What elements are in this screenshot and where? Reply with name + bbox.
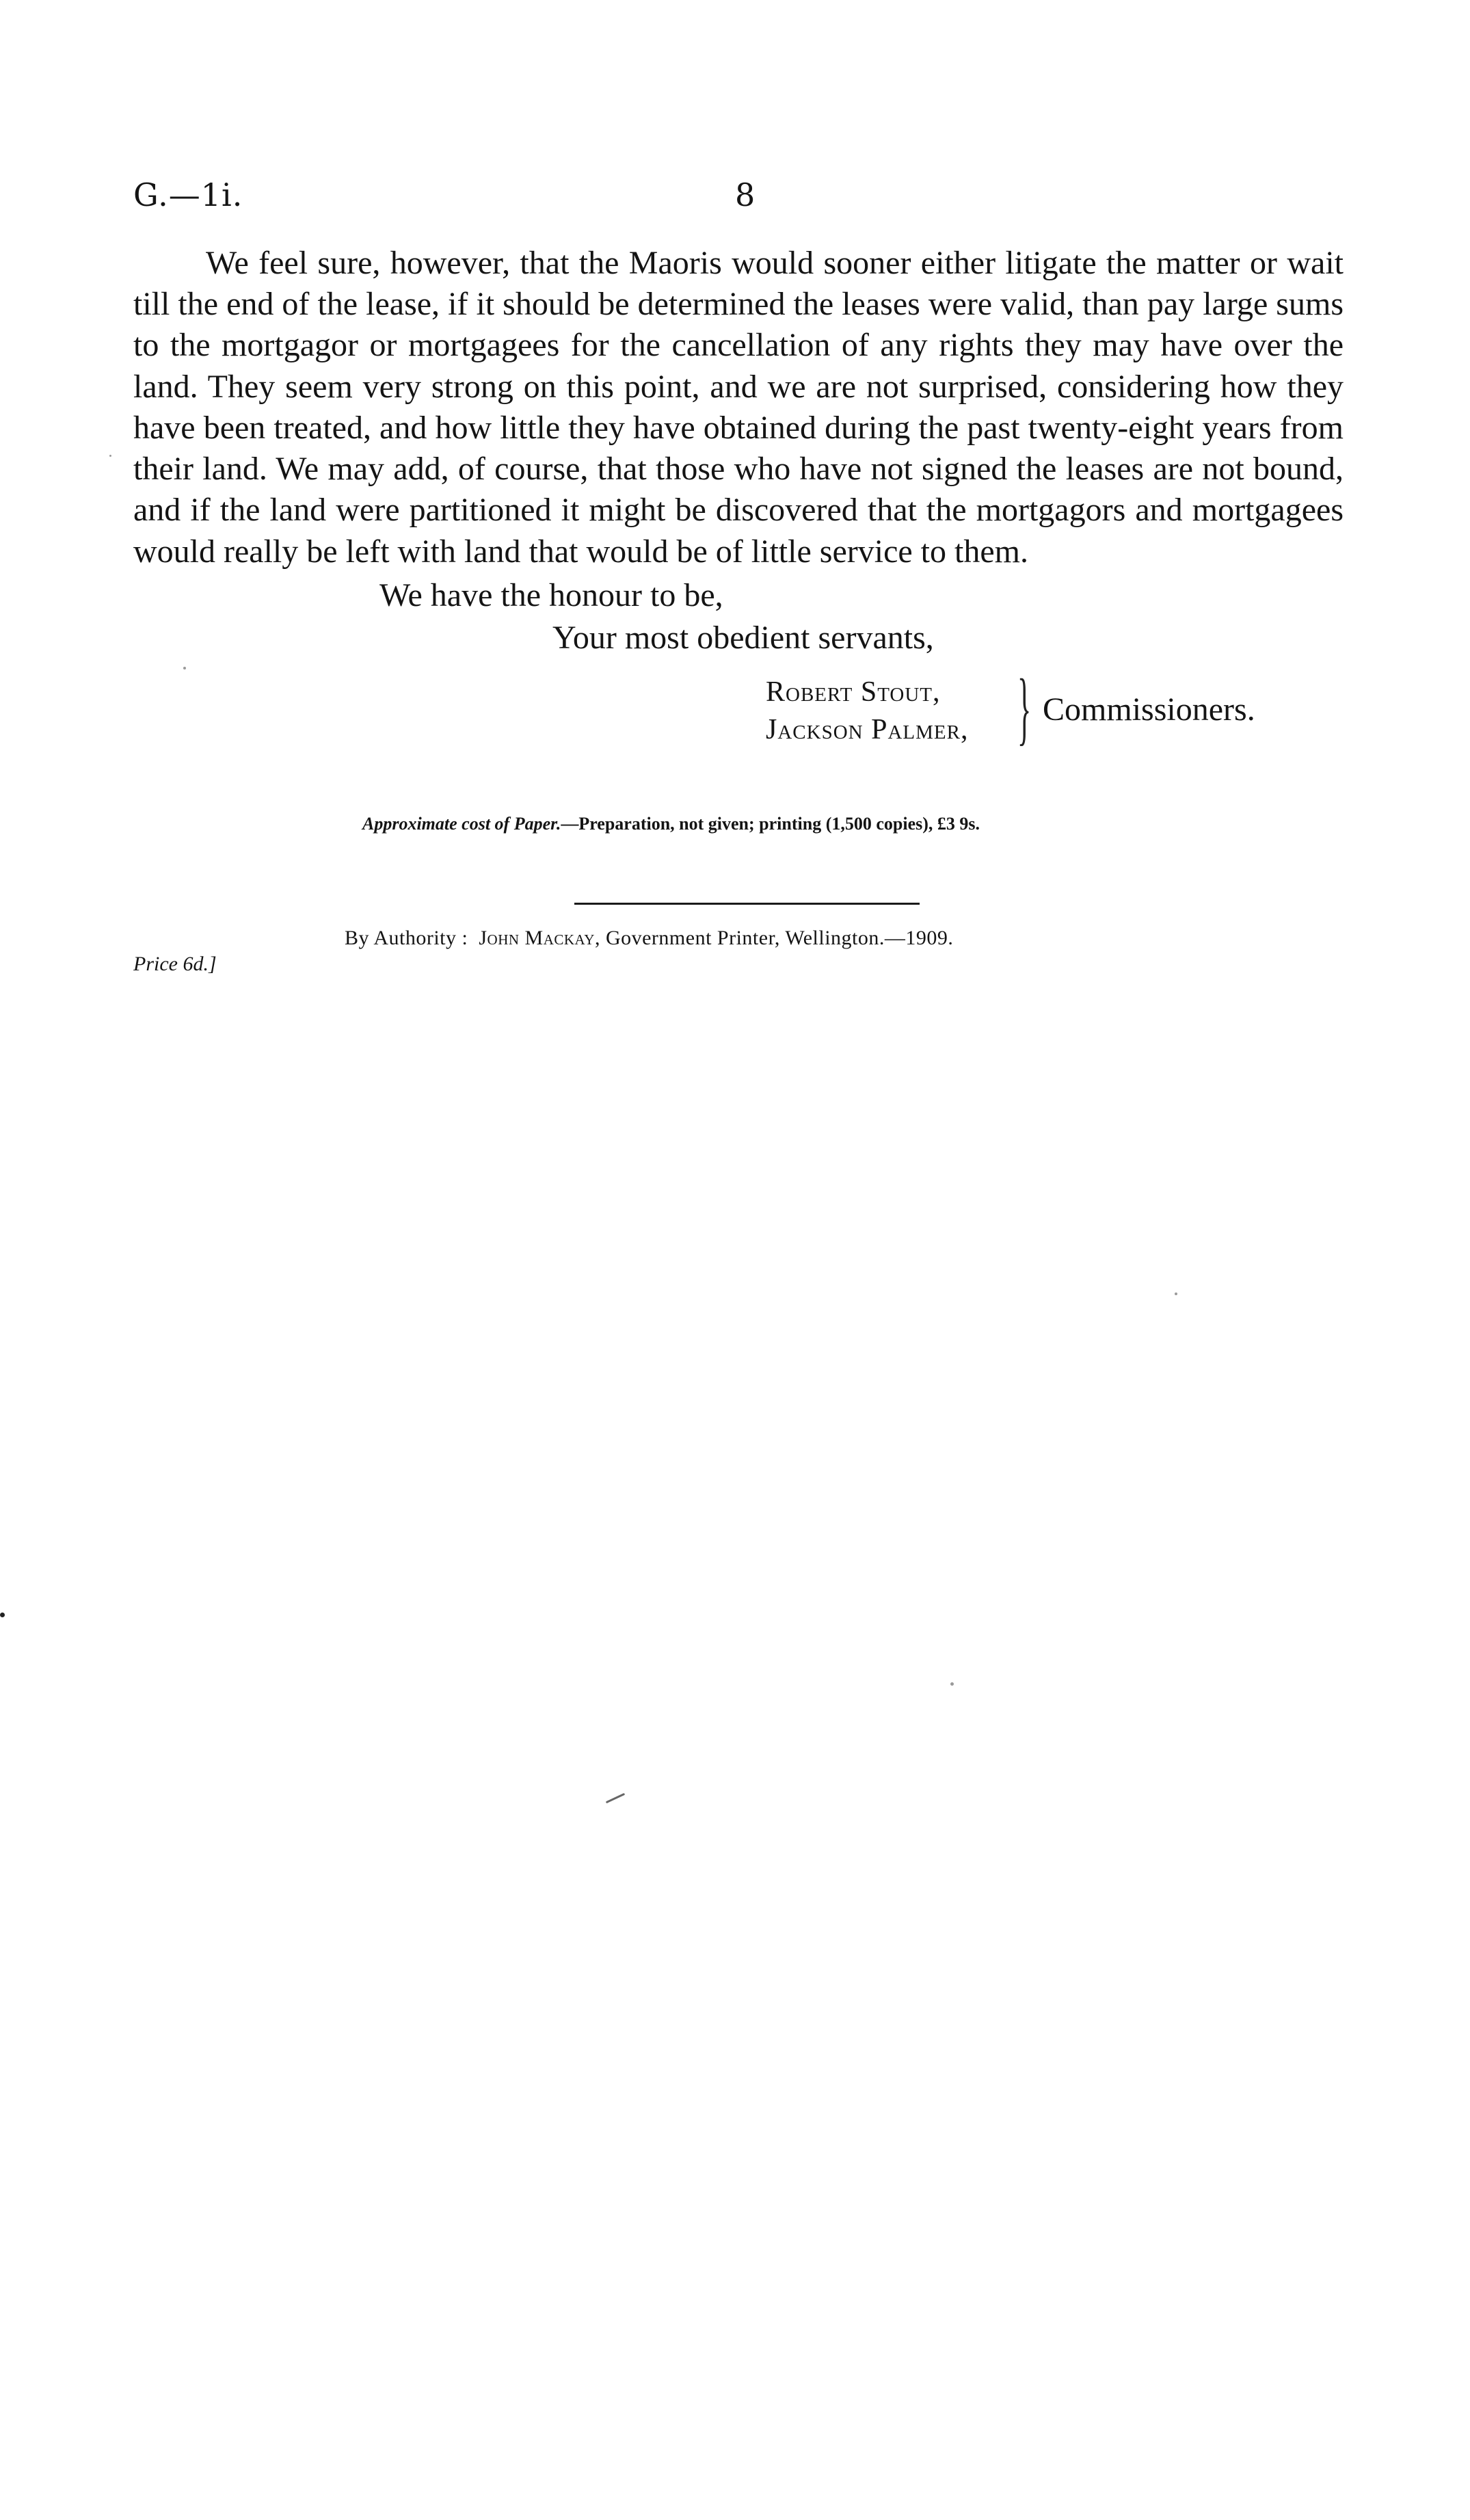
- cost-note: [362, 814, 980, 834]
- cost-detail: —Preparation, not given; printing (1,500 copies), £3 9s.: [561, 814, 980, 834]
- scan-speck: [0, 1613, 5, 1617]
- signatory-brace: }: [1017, 662, 1032, 753]
- signatory-role: Commissioners.: [1043, 691, 1255, 728]
- scan-speck: [1175, 1292, 1177, 1295]
- printer-authority: [345, 927, 953, 950]
- scan-speck: [183, 667, 186, 669]
- page-number: 8: [735, 176, 756, 213]
- scan-speck: [606, 1793, 625, 1803]
- authority-suffix: Government Printer, Wellington.—1909.: [605, 927, 954, 949]
- divider-rule: [574, 903, 920, 905]
- scan-speck: [109, 455, 111, 457]
- closing-line: We have the honour to be,: [379, 577, 723, 613]
- printer-name: John Mackay,: [479, 927, 600, 949]
- signatory-list: [766, 674, 968, 748]
- cost-label: Approximate cost of Paper.: [362, 814, 561, 834]
- signatory-name: Jackson Palmer,: [766, 713, 969, 745]
- body-paragraph: We feel sure, however, that the Maoris would sooner either litigate the matter or wait till the end of the lease, if it should be determined the leases were valid, than pay large sums to the mortgagor or mortgagees for the cancellation of any rights they may have over the land. They seem very strong on this point, and we are not surprised, considering how they have been treated, and how little they have obtained during the past twenty-eight years from their land. We may add, of course, that those who have not signed the leases are not bound, and if the land were partitioned it might be discovered that the mortgagors and mortgagees would really be left with land that would be of little service to them.: [133, 245, 1344, 570]
- authority-prefix: By Authority :: [345, 927, 468, 949]
- document-reference: G.—1i.: [133, 176, 243, 213]
- scan-speck: [950, 1682, 954, 1686]
- price-label: Price 6d.]: [133, 953, 217, 975]
- valediction: Your most obedient servants,: [552, 620, 934, 656]
- signatory-name: Robert Stout,: [766, 676, 941, 708]
